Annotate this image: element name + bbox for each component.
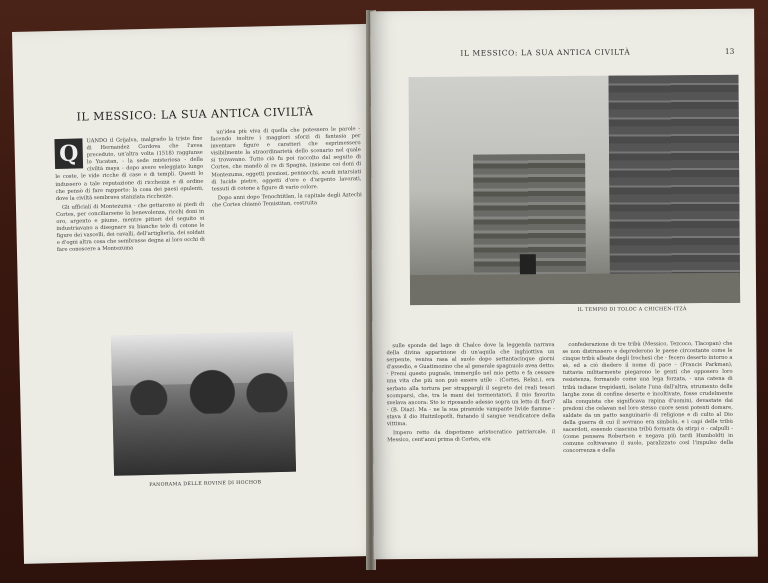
- paragraph: Gli ufficiali di Montezuma - che gettarono ai piedi di Cortes, per conciliarsene la benevolenza, ricchi doni in oro, argento e piume, mentre pittori del seguito si industriavano a disegnare su bianche tele di cotone le figure dei vascelli, dei cavalli, dell'artiglieria, dei soldati e d'ogni altra cosa che sembrasse degna ai loro occhi di fare conoscere a Montezuma: [56, 201, 205, 254]
- paragraph: UANDO il Grijalva, malgrado la triste fine di Hernandez Cordova che l'avea preceduto, un'altra volta (1518) raggiunse lo Yucatan, - la sede misteriosa - della civiltà maya - dopo avere veleggiato lungo le coste, le vide ricche di case e di templi. Questi lo indussero a tale reputazione di ricchezza e di ordine che pensò di fare rapporto: la cosa dei paesi opulenti, dove la civiltà sembrava stanziata ricchezze.: [55, 135, 204, 202]
- photo-caption-left: PANORAMA DELLE ROVINE DI HOCHOB: [149, 480, 262, 489]
- stone-wall: [609, 75, 741, 304]
- right-column-2: [562, 341, 733, 458]
- running-head: IL MESSICO: LA SUA ANTICA CIVILTÀ: [460, 47, 631, 58]
- paragraph: Impero retto da dispotismo aristocratico patriarcale, il Messico, cent'anni prima di Cortes, era: [387, 429, 556, 444]
- paragraph: un'idea più viva di quella che potessero le parole - facendo inoltre i maggiori sforzi di fantasia per inventare figure e caratteri che esprimessero visibilmente la straordinarietà dello scenario nel quale si trovavano. Tutto ciò fu poi raccolto dal seguito di Cortes, che mandò al re di Spagna, insieme coi doni di Montezuma, oggetti preziosi, pennacchi, scudi intarsiati di lucide pietre, oggetti d'oro e d'argento lavorati, tessuti di cotone a figure di vario colore.: [210, 126, 362, 193]
- paragraph: Dopo anni dopo Tenochtitlan, la capitale degli Aztechi che Cortes chiamò Temistitan, costruita: [211, 191, 362, 209]
- paragraph: confederazione di tre tribù (Messico, Tezcoco, Tlacopan) che se non distrussero e deprederono le paese circostante come le cinque tribù alleate degli Irochesi che - fecero deserto intorno a sè, ed a ciò diedero il nome di pace - (Francis Parkman), tuttavia militarmente piegarono le genti che opposero loro resistenza, formando come una lega forzata, - una catena di tribù indiane trepidanti, isolate l'una dall'altra, strumento delle larghe zone di confine deserte e incoltivate, fosse crudelmente alla conquista che significava rapina d'uomini, devastate dai predoni che celavan nel loro stesso cuore sensi potenti domare, saldate da un patto sanguinario di religione e di culto al Dio della guerra di cui il sovrano era simbolo, e i capi delle tribù sacerdoti, essendo ciascuna tribù formata da stirpi o - calpulli - (come pensava Robertson e negava più tardi Humboldt) in comune coltivavano il suolo, paralizzato così l'impulso della concorrenza e della: [562, 340, 734, 455]
- dropcap: Q: [54, 138, 83, 169]
- photo-caption-right: IL TEMPIO DI TOLOC A CHICHEN-ITZÀ: [577, 307, 687, 313]
- page-number: 13: [724, 46, 735, 56]
- temple-photo: [409, 75, 741, 305]
- paragraph: sulle sponde del lago di Chalco dove la leggenda narrava della divina apparizione di un'aquila che inghiottiva un serpente, veniva rasa al suolo dopo settantacinque giorni d'assedio, e Guatimozino che al generale spagnuolo avea detto: - Premi questo pugnale, immergilo nel mio petto e fa cessare una vita che più non può essere utile - (Cortes, Relaz.), era serbato alla tortura per strappargli il segreto dei reali tesori scomparsi, che, tra le mani dei tormentatori, il mio favorito svelava ancora: Sto io riposando adesso sopra un letto di fiori? - (B. Diaz). Ma - ne la sua piramide vampante livide fiamme - stava il dio Huitzilopotli, fiutando il sangue vendicatore della vittima.: [386, 342, 555, 428]
- left-column-1: [54, 136, 205, 257]
- left-page: [12, 24, 386, 564]
- left-column-2: [210, 126, 362, 211]
- ruins-panorama-photo: [111, 332, 296, 476]
- right-column-1: [386, 342, 555, 446]
- right-page: [370, 9, 758, 560]
- article-title: IL MESSICO: LA SUA ANTICA CIVILTÀ: [76, 105, 314, 124]
